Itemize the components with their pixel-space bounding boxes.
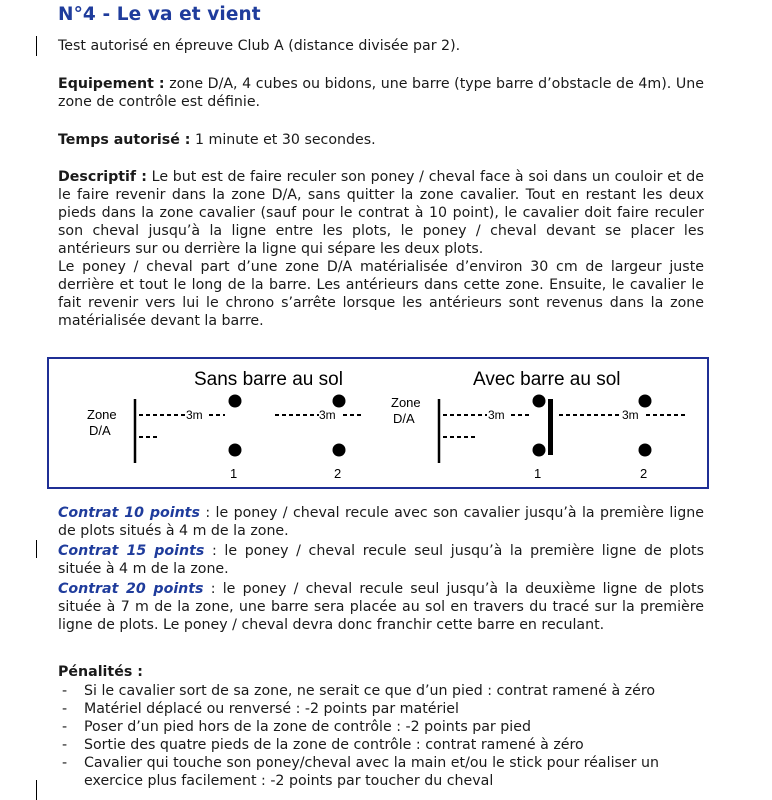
change-bar: [36, 36, 37, 56]
time-text: 1 minute et 30 secondes.: [190, 132, 376, 148]
diagram-left-title: Sans barre au sol: [194, 369, 343, 390]
penalty-item: - Cavalier qui touche son poney/cheval avec la main et/ou le stick pour réaliser un exercice plus facilement : -2 points par toucher du cheval: [62, 755, 659, 789]
contract-15-label: Contrat 15 points: [58, 543, 205, 559]
time-paragraph: [58, 131, 704, 149]
penalties-title: Pénalités :: [58, 664, 143, 680]
page-title: N°4 - Le va et vient: [58, 4, 261, 25]
diagram-right-title: Avec barre au sol: [473, 369, 621, 390]
description-label: Descriptif :: [58, 169, 147, 185]
penalty-text: Sortie des quatre pieds de la zone de contrôle : contrat ramené à zéro: [84, 737, 584, 753]
penalties-list: [58, 682, 708, 790]
penalty-text: Si le cavalier sort de sa zone, ne serait ce que d’un pied : contrat ramené à zéro: [84, 683, 656, 699]
equipment-label: Equipement :: [58, 76, 165, 92]
penalty-item: - Poser d’un pied hors de la zone de contrôle : -2 points par pied: [62, 719, 531, 735]
penalty-item: - Matériel déplacé ou renversé : -2 points par matériel: [62, 701, 459, 717]
penalty-item: - Si le cavalier sort de sa zone, ne serait ce que d’un pied : contrat ramené à zéro: [62, 683, 656, 699]
description-text: Le but est de faire reculer son poney / cheval face à soi dans un couloir et de le faire revenir dans la zone D/A, sans quitter la zone cavalier. Tout en restant les deux pieds dans la zone cavalier (sauf pour le contrat à 10 point), le cavalier doit faire reculer son cheval jusqu’à la ligne entre les plots, le poney / cheval devant se placer les antérieurs sur ou derrière la ligne qui sépare les deux plots.: [58, 169, 704, 257]
zone-label-left-1: Zone: [87, 407, 117, 422]
marker-left-1: 1: [230, 466, 238, 481]
cone-right-2-bottom: [639, 444, 652, 457]
contract-15-paragraph: [58, 542, 704, 578]
contract-15-text: : le poney / cheval recule seul jusqu’à la première ligne de plots située à 4 m de la zone.: [58, 543, 704, 577]
zone-label-left-2: D/A: [89, 423, 111, 438]
distance-label-right-1: 3m: [488, 408, 505, 422]
marker-left-2: 2: [334, 466, 342, 481]
cone-right-1-bottom: [533, 444, 546, 457]
marker-right-1: 1: [534, 466, 542, 481]
penalty-text: Matériel déplacé ou renversé : -2 points par matériel: [84, 701, 459, 717]
contract-10-text: : le poney / cheval recule avec son cavalier jusqu’à la première ligne de plots situés à 4 m de la zone.: [58, 505, 705, 539]
contract-10-label: Contrat 10 points: [58, 505, 200, 521]
cone-left-2-bottom: [333, 444, 346, 457]
cone-left-2-top: [333, 395, 346, 408]
course-diagram: [47, 357, 709, 489]
penalty-text: Poser d’un pied hors de la zone de contrôle : -2 points par pied: [84, 719, 531, 735]
distance-label-left-2: 3m: [319, 408, 336, 422]
distance-label-right-2: 3m: [622, 408, 639, 422]
description-paragraph: [58, 168, 704, 330]
contract-20-label: Contrat 20 points: [58, 581, 204, 597]
contract-10-paragraph: [58, 504, 704, 540]
distance-label-left-1: 3m: [186, 408, 203, 422]
description-text-2: Le poney / cheval part d’une zone D/A matérialisée d’environ 30 cm de largeur juste derrière et tout le long de la barre. Les antérieurs dans cette zone. Ensuite, le cavalier le fait revenir vers lui le chrono s’arrête lorsque les antérieurs sont revenus dans la zone matérialisée devant la barre.: [58, 259, 704, 329]
cone-left-1-top: [229, 395, 242, 408]
change-bar: [36, 540, 37, 558]
penalty-text: Cavalier qui touche son poney/cheval avec la main et/ou le stick pour réaliser un exercice plus facilement : -2 points par toucher du cheval: [84, 755, 659, 789]
equipment-text: zone D/A, 4 cubes ou bidons, une barre (type barre d’obstacle de 4m). Une zone de contrôle est définie.: [58, 76, 704, 110]
penalty-item: - Sortie des quatre pieds de la zone de contrôle : contrat ramené à zéro: [62, 737, 584, 753]
contract-20-text: : le poney / cheval recule seul jusqu’à la deuxième ligne de plots située à 7 m de la zone, une barre sera placée au sol en travers du tracé sur la première ligne de plots. Le poney / cheval devra donc franchir cette barre en reculant.: [58, 581, 704, 633]
equipment-paragraph: [58, 75, 704, 111]
intro-text: Test autorisé en épreuve Club A (distance divisée par 2).: [58, 38, 461, 54]
cone-left-1-bottom: [229, 444, 242, 457]
cone-right-1-top: [533, 395, 546, 408]
change-bar: [36, 780, 37, 800]
cone-right-2-top: [639, 395, 652, 408]
marker-right-2: 2: [640, 466, 648, 481]
ground-pole: [548, 399, 553, 455]
zone-label-right-1: Zone: [391, 395, 421, 410]
contract-20-paragraph: [58, 580, 704, 634]
zone-label-right-2: D/A: [393, 411, 415, 426]
time-label: Temps autorisé :: [58, 132, 191, 148]
